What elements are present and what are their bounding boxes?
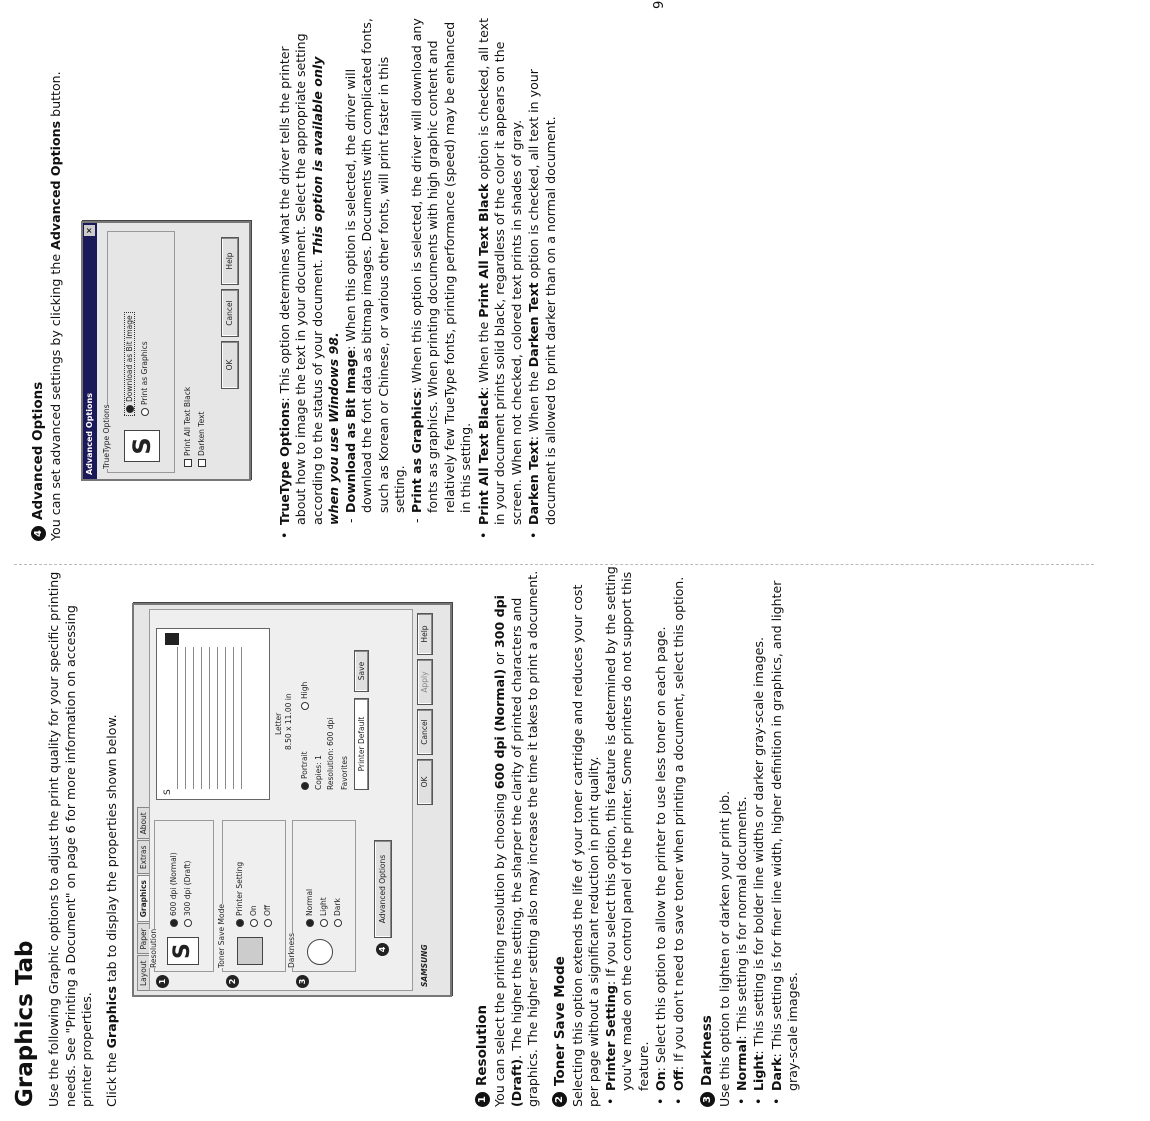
toner-list — [603, 565, 688, 1107]
advanced-options-dialog — [81, 221, 251, 481]
darkness-heading — [699, 565, 715, 1107]
opt-print-as-graphics[interactable] — [140, 341, 149, 416]
tab-extras[interactable]: Extras — [137, 840, 149, 874]
darken-item — [526, 16, 559, 541]
radio-on-icon — [250, 919, 258, 927]
opt-download-bit-image[interactable] — [124, 312, 135, 416]
chk-print-all-black-label: Print All Text Black — [182, 386, 192, 456]
intro-click-post: tab to display the properties shown below. — [103, 714, 119, 986]
dark-opt-normal-label: Normal — [305, 888, 314, 916]
adv-help-button[interactable]: Help — [221, 237, 239, 285]
resolution-paragraph — [492, 565, 542, 1107]
darkness-dial-icon — [307, 939, 333, 965]
toner-item-printer-bold: Printer Setting — [602, 985, 618, 1091]
toner-item-off — [671, 565, 688, 1107]
darkness-item-normal-bold: Normal — [733, 1039, 749, 1091]
darkness-item-normal — [734, 565, 751, 1107]
truetype-s-icon: S — [124, 430, 160, 462]
help-button[interactable]: Help — [417, 613, 433, 655]
toner-item-printer — [603, 565, 653, 1107]
res-opt-600-label: 600 dpi (Normal) — [169, 852, 178, 916]
page-title: Graphics Tab — [12, 940, 38, 1107]
left-column — [0, 565, 1150, 1107]
page-number: 9 — [652, 0, 667, 9]
apply-button[interactable]: Apply — [417, 659, 433, 705]
favorites-save-button[interactable]: Save — [354, 650, 369, 692]
radio-printer-setting-icon — [236, 919, 244, 927]
sub-print-graphics — [409, 16, 475, 525]
ok-button[interactable]: OK — [417, 759, 433, 805]
resolution-group-label: Resolution — [149, 928, 158, 968]
dark-opt-dark[interactable] — [333, 898, 342, 927]
sub-bit-image-bold: Download as Bit Image — [342, 349, 358, 513]
darkness-item-normal-text: : This setting is for normal documents. — [733, 796, 749, 1040]
intro-paragraph: Use the following Graphic options to adjust the print quality for your specific printing needs. See "Printing a Document" on page 6 for more information on accessing printer properties. — [46, 571, 94, 1107]
tab-about[interactable]: About — [137, 807, 149, 839]
copies-info: Copies: 1 — [314, 755, 323, 790]
toner-item-printer-text: : If you select this option, this feature is determined by the setting you've made on the control panel of the printer. Some printers do not support this feature. — [602, 566, 651, 1091]
page-preview — [156, 628, 270, 800]
advanced-list — [277, 16, 560, 541]
resolution-bold-600: 600 dpi (Normal) — [492, 668, 507, 790]
radio-high-icon — [301, 702, 309, 710]
num-1-icon: 1 — [475, 1092, 490, 1107]
toner-item-off-bold: Off — [670, 1070, 686, 1091]
darkness-item-dark-text: : This setting is for finer line width, higher definition in graphics, and lighter gray-scale images. — [768, 580, 800, 1091]
radio-off-icon — [264, 919, 272, 927]
dark-opt-light-label: Light — [319, 897, 328, 916]
opt-print-as-graphics-label: Print as Graphics — [139, 341, 149, 405]
darken-bold-1: Darken Text — [526, 440, 541, 525]
radio-light-icon — [320, 919, 328, 927]
darkness-item-light-bold: Light — [751, 1054, 766, 1091]
all-black-bold-1: Print All Text Black — [475, 390, 491, 525]
cancel-button[interactable]: Cancel — [417, 709, 433, 755]
column-divider — [14, 564, 1094, 565]
tab-paper[interactable]: Paper — [137, 923, 149, 954]
truetype-group-label: TrueType Options — [101, 404, 111, 469]
darkness-group-label: Darkness — [287, 933, 296, 968]
toner-item-on-text: : Select this option to allow the printer to use less toner on each page. — [653, 626, 668, 1072]
close-icon[interactable]: ✕ — [84, 225, 95, 236]
dark-opt-dark-label: Dark — [333, 898, 342, 916]
dialog-footer — [413, 605, 437, 995]
advanced-heading — [30, 16, 46, 541]
toner-paragraph: Selecting this option extends the life of your toner cartridge and reduces your cost per page without a significant reduction in print quality. — [569, 584, 601, 1107]
graphics-panel — [149, 609, 413, 991]
dark-opt-normal[interactable] — [305, 889, 314, 927]
advanced-bold: Advanced Options — [48, 120, 63, 250]
advanced-dialog-titlebar — [83, 223, 97, 479]
marker-1: 1 — [156, 975, 169, 988]
intro-click-bold: Graphics — [103, 986, 119, 1049]
adv-cancel-button[interactable]: Cancel — [221, 289, 239, 337]
sub-bit-image — [343, 16, 409, 525]
graphics-dialog — [132, 603, 452, 997]
tab-layout[interactable]: Layout — [137, 956, 149, 992]
preview-dark-swatch — [165, 633, 179, 645]
toner-heading-text: Toner Save Mode — [551, 956, 568, 1086]
checkbox-darken-icon — [198, 459, 206, 467]
radio-bit-image-icon — [126, 405, 134, 413]
right-column — [0, 16, 1150, 541]
res-opt-600[interactable] — [169, 852, 178, 927]
radio-600-icon — [170, 919, 178, 927]
darken-text-2: option is checked, all text in your document is allowed to print darker than on a normal document. — [526, 69, 558, 525]
dialog-tabs — [134, 605, 149, 995]
darkness-item-light-text: : This setting is for bolder line widths or darker gray-scale images. — [751, 637, 766, 1055]
marker-3: 3 — [296, 975, 309, 988]
darkness-group — [287, 820, 356, 972]
resolution-heading — [474, 565, 490, 1107]
advanced-paragraph — [48, 16, 65, 541]
toner-opt-printer[interactable] — [235, 862, 244, 927]
radio-graphics-icon — [141, 408, 149, 416]
darkness-heading-text: Darkness — [699, 1015, 715, 1086]
all-black-text-1: : When the — [475, 317, 491, 391]
res-opt-300-label: 300 dpi (Draft) — [183, 860, 192, 916]
sub-bit-image-text: : When this option is selected, the driver will download the font data as bitmap images. Documents with complicated fonts, such as Korean or Chinese, or various other fonts, will print faster in this setting. — [342, 18, 407, 513]
resolution-heading-text: Resolution — [474, 1004, 490, 1086]
radio-300-icon — [184, 919, 192, 927]
all-black-text-2: option is checked, all text in your document prints solid black, regardless of the color it appears on the screen. When not checked, colored text prints in shades of gray. — [475, 17, 524, 525]
toner-item-on-bold: On — [653, 1071, 668, 1091]
darkness-list — [734, 565, 802, 1107]
darken-text-1: : When the — [526, 367, 541, 441]
orientation-high-label: High — [300, 681, 309, 699]
toner-opt-on-label: On — [249, 905, 258, 916]
chk-darken-text[interactable] — [197, 412, 206, 467]
chk-print-all-black[interactable] — [183, 387, 192, 467]
darkness-item-light — [751, 565, 768, 1107]
all-black-bold-2: Print All Text Black — [475, 183, 491, 318]
orientation-portrait[interactable] — [300, 751, 309, 790]
truetype-item — [277, 16, 475, 541]
truetype-item-bold: TrueType Options — [276, 401, 292, 525]
tab-graphics[interactable]: Graphics — [137, 875, 149, 922]
truetype-sublist — [343, 16, 475, 525]
toner-group-label: Toner Save Mode — [217, 904, 226, 968]
toner-opt-printer-label: Printer Setting — [235, 861, 244, 916]
darkness-item-dark — [769, 565, 802, 1107]
resolution-text-a: You can select the printing resolution by choosing — [492, 789, 507, 1107]
samsung-logo: SAMSUNG — [420, 944, 429, 987]
chk-darken-text-label: Darken Text — [196, 411, 206, 456]
toner-opt-off[interactable] — [263, 905, 272, 927]
resolution-bold-300: 300 dpi (Draft) — [492, 594, 524, 1107]
paper-size: 8.50 x 11.00 in — [284, 693, 293, 750]
favorites-label: Favorites — [340, 756, 349, 790]
toner-opt-on[interactable] — [249, 905, 258, 927]
preview-s-letter: S — [163, 789, 173, 795]
advanced-options-button[interactable]: Advanced Options — [374, 840, 392, 938]
intro-click-paragraph — [104, 565, 121, 1107]
sub-print-graphics-bold: Print as Graphics — [408, 391, 424, 513]
darken-bold-2: Darken Text — [526, 282, 541, 368]
truetype-item-note: This option is available only when you use Windows 98. — [309, 56, 341, 525]
advanced-text-b: button. — [48, 71, 63, 121]
num-4-icon: 4 — [31, 526, 46, 541]
dark-opt-light[interactable] — [319, 897, 328, 927]
num-3-icon: 3 — [700, 1092, 715, 1107]
paper-name: Letter — [274, 712, 283, 735]
toner-group — [217, 820, 286, 972]
orientation-portrait-label: Portrait — [300, 751, 309, 779]
radio-normal-icon — [306, 919, 314, 927]
adv-ok-button[interactable]: OK — [221, 341, 239, 389]
marker-2: 2 — [226, 975, 239, 988]
favorites-select[interactable]: Printer Default — [354, 698, 369, 790]
sub-print-graphics-text: : When this option is selected, the driver will download any fonts as graphics. When printing documents with high graphic content and relatively few TrueType fonts, printing performance (speed) may be enhanced in this setting. — [408, 18, 473, 513]
truetype-group — [101, 231, 175, 473]
toner-item-on — [653, 565, 670, 1107]
opt-download-bit-image-label: Download as Bit Image — [124, 315, 134, 402]
toner-opt-off-label: Off — [263, 904, 272, 916]
toner-cartridge-icon — [237, 937, 263, 965]
resolution-info: Resolution: 600 dpi — [326, 717, 335, 790]
advanced-heading-text: Advanced Options — [30, 381, 46, 520]
checkbox-all-black-icon — [184, 459, 192, 467]
darkness-item-dark-bold: Dark — [768, 1057, 784, 1091]
radio-dark-icon — [334, 919, 342, 927]
marker-4: 4 — [376, 943, 389, 956]
radio-portrait-icon — [301, 782, 309, 790]
s-logo-icon: S — [167, 937, 199, 965]
res-opt-300[interactable] — [183, 861, 192, 927]
resolution-group — [149, 820, 214, 972]
resolution-text-c: . The higher the setting, the sharper the clarity of printed characters and graphics. The higher setting also may increase the time it takes to print a document. — [508, 570, 540, 1107]
all-black-item — [476, 16, 526, 541]
intro-click-pre: Click the — [103, 1048, 119, 1107]
num-2-icon: 2 — [552, 1092, 567, 1107]
toner-item-off-text: : If you don't need to save toner when printing a document, select this option. — [670, 576, 686, 1071]
darkness-paragraph: Use this option to lighten or darken your print job. — [717, 790, 732, 1107]
toner-heading — [552, 565, 568, 1107]
advanced-text-a: You can set advanced settings by clicking the — [48, 249, 63, 541]
truetype-item-text: : This option determines what the driver tells the printer about how to image the text in your document. Select the appropriate setting according to the status of your document. — [276, 33, 325, 525]
advanced-dialog-title: Advanced Options — [84, 393, 94, 475]
resolution-text-b: or — [492, 648, 507, 669]
orientation-high[interactable] — [300, 682, 309, 710]
